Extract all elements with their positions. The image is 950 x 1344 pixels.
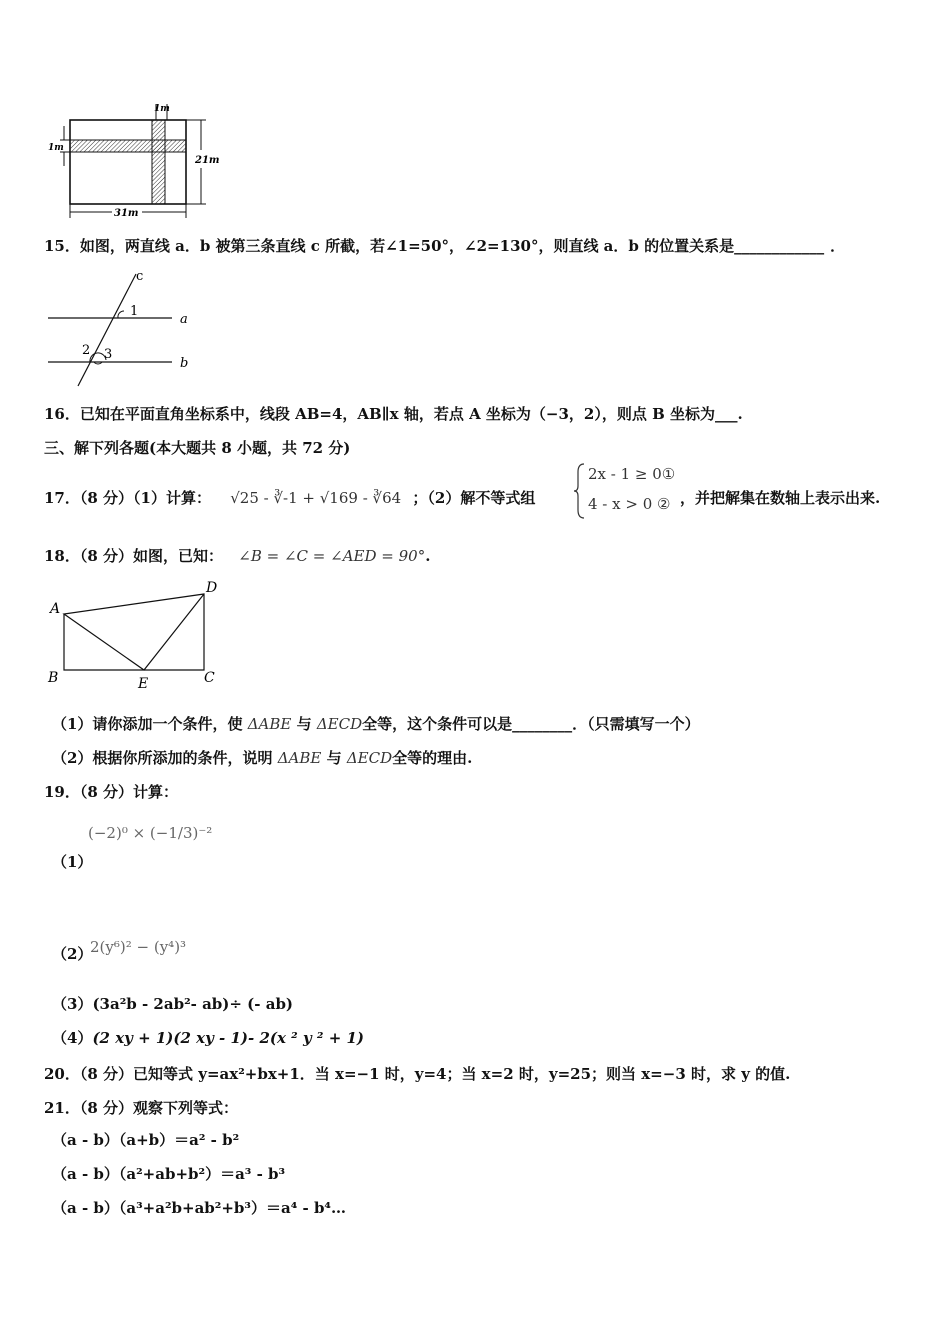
q19-part-4 xyxy=(52,1028,364,1048)
label-c: c xyxy=(136,269,144,284)
q19-label-4: （4） xyxy=(52,1029,93,1047)
q19-expr-1: (−2)⁰ × (−1/3)⁻² xyxy=(88,824,213,842)
q18-tri2: ΔECD xyxy=(316,715,363,733)
q15-blank: ____________ xyxy=(734,237,825,255)
q17-expression: √25 - ∛-1 + √169 - ∛64 xyxy=(230,489,402,507)
q19-label-2: （2） xyxy=(52,945,93,963)
q19-expr-4: (2 xy + 1)(2 xy - 1)- 2(x ² y ² + 1) xyxy=(92,1029,365,1047)
q21-row-2: （a - b）（a²+ab+b²）＝a³ - b³ xyxy=(52,1165,286,1183)
label-3: 3 xyxy=(104,347,113,362)
label-B: B xyxy=(48,670,59,686)
q18-tri2-b: ΔECD xyxy=(346,749,393,767)
q17-mid: ；（2）解不等式组 xyxy=(412,489,536,507)
label-31m: 31m xyxy=(114,208,139,219)
q19-expr-2: 2(y⁶)² − (y⁴)³ xyxy=(90,938,187,956)
q18-with-1: 与 xyxy=(296,715,312,733)
label-1m-top: 1m xyxy=(154,104,170,114)
section-3-heading: 三、解下列各题(本大题共 8 小题，共 72 分) xyxy=(44,439,351,457)
label-D: D xyxy=(206,580,218,596)
q18-p2-b: 全等的理由. xyxy=(392,749,473,767)
label-2: 2 xyxy=(82,343,91,358)
label-1m-left: 1m xyxy=(48,143,64,153)
q18-part-2 xyxy=(52,748,472,768)
q17-inequality-1: 2x - 1 ≥ 0① xyxy=(588,465,676,483)
q18-end: . xyxy=(425,547,431,565)
question-15 xyxy=(44,236,845,256)
question-18 xyxy=(44,546,430,566)
q17-inequality-2: 4 - x > 0 ② xyxy=(588,495,671,513)
q19-expr-3: (3a²b - 2ab²- ab)÷ (- ab) xyxy=(92,995,294,1013)
q18-condition: ∠B = ∠C = ∠AED = 90° xyxy=(238,547,426,565)
label-1: 1 xyxy=(130,304,139,319)
q19-label-3: （3） xyxy=(52,995,93,1013)
q21-row-3: （a - b）（a³+a²b+ab²+b³）＝a⁴ - b⁴… xyxy=(52,1199,347,1217)
question-20: 20．（8 分）已知等式 y=ax²+bx+1．当 x=−1 时，y=4；当 x=2 时，y=25；则当 x=−3 时，求 y 的值. xyxy=(44,1065,791,1083)
q17-suffix: ，并把解集在数轴上表示出来. xyxy=(680,489,881,507)
q18-prefix: 18．（8 分）如图，已知： xyxy=(44,547,224,565)
label-b: b xyxy=(180,356,189,371)
q18-tri1: ΔABE xyxy=(247,715,292,733)
q18-part-1 xyxy=(52,714,700,734)
q21-row-1: （a - b）（a+b）＝a² - b² xyxy=(52,1131,240,1149)
label-21m: 21m xyxy=(195,155,220,166)
q18-with-2: 与 xyxy=(326,749,342,767)
parallel-lines-figure xyxy=(44,268,204,390)
question-19-title: 19．（8 分）计算： xyxy=(44,783,179,801)
inequality-brace xyxy=(574,462,586,520)
label-A: A xyxy=(50,601,61,617)
q15-end: ． xyxy=(830,237,846,255)
q19-part-3 xyxy=(52,994,293,1014)
question-17 xyxy=(44,488,535,508)
question-21-title: 21．（8 分）观察下列等式： xyxy=(44,1099,239,1117)
q18-p1-b: 全等，这个条件可以是________．（只需填写一个） xyxy=(362,715,700,733)
geometry-figure-abecd xyxy=(44,578,234,692)
label-C: C xyxy=(204,670,215,686)
q18-p1-a: （1）请你添加一个条件，使 xyxy=(52,715,243,733)
label-a: a xyxy=(180,312,188,327)
q19-label-1: （1） xyxy=(52,853,93,871)
q18-p2-a: （2）根据你所添加的条件，说明 xyxy=(52,749,273,767)
q15-text: 15．如图，两直线 a．b 被第三条直线 c 所截，若∠1=50°，∠2=130°，则直线 a．b 的位置关系是 xyxy=(44,237,735,255)
q18-tri1-b: ΔABE xyxy=(277,749,322,767)
q17-prefix: 17．（8 分）（1）计算： xyxy=(44,489,211,507)
road-rectangle-figure xyxy=(40,98,230,222)
label-E: E xyxy=(138,676,149,692)
question-16: 16．已知在平面直角坐标系中，线段 AB=4，AB∥x 轴，若点 A 坐标为（−3，2），则点 B 坐标为___. xyxy=(44,405,743,423)
